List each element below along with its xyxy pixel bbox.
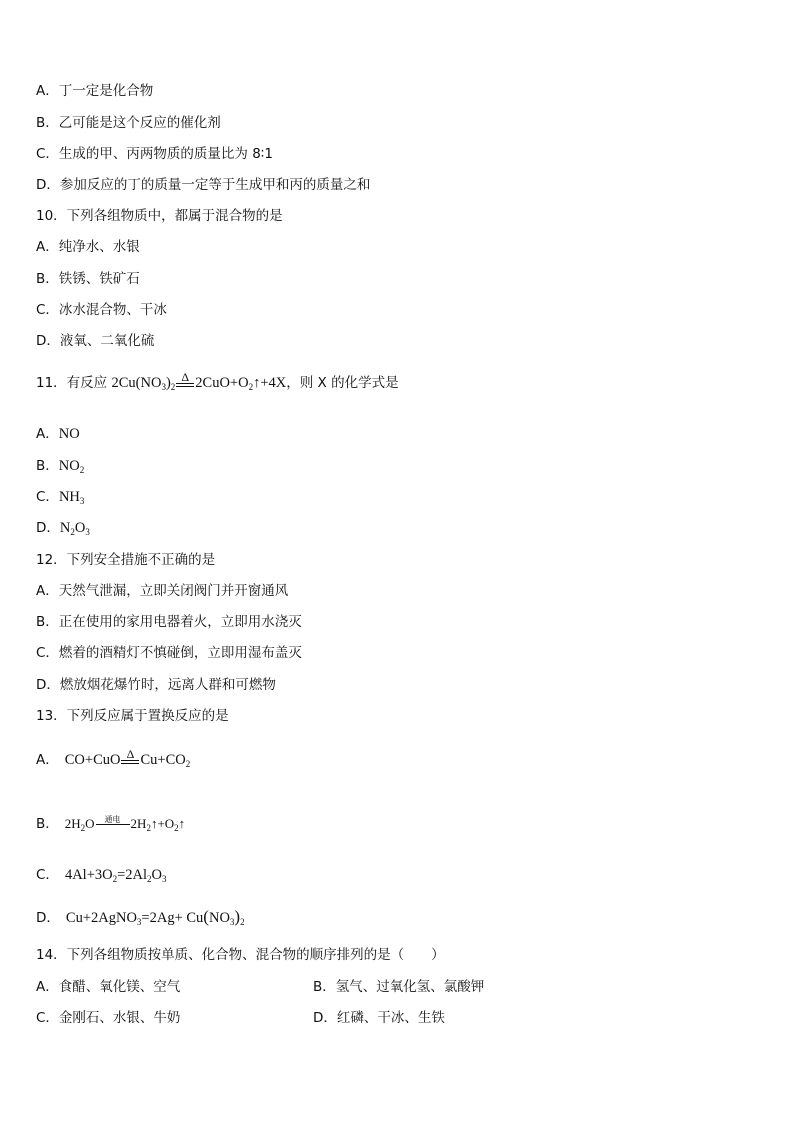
q12-stem: 12．下列安全措施不正确的是 <box>36 552 216 568</box>
q14-option-b: B．氢气、过氧化氢、氯酸钾 <box>313 979 485 995</box>
q10-option-d: D．液氧、二氧化硫 <box>36 333 155 349</box>
q11-stem-prefix: 11．有反应 <box>36 375 108 391</box>
q10-option-a: A．纯净水、水银 <box>36 239 140 255</box>
q14-option-d: D．红磷、干冰、生铁 <box>313 1010 445 1026</box>
q11-option-d: D．$N_2O_3$ <box>36 520 90 537</box>
q9-option-c: C．生成的甲、丙两物质的质量比为 8∶1 <box>36 146 273 162</box>
q11-equation: $2Cu(NO_3)_2$ Δ $2CuO+O_2↑+4X$ <box>111 370 287 392</box>
q13-option-a: A． CO+CuO Δ $Cu+CO_2$ <box>36 747 191 769</box>
q14-option-c: C．金刚石、水银、牛奶 <box>36 1010 181 1026</box>
heating-condition: Δ <box>176 372 194 387</box>
q14-stem: 14．下列各组物质按单质、化合物、混合物的顺序排列的是（ ） <box>36 947 445 963</box>
q9-option-b: B．乙可能是这个反应的催化剂 <box>36 115 221 131</box>
q14-option-a: A．食醋、氧化镁、空气 <box>36 979 181 995</box>
gas-arrow-icon: ↑ <box>253 375 261 391</box>
q13-option-c: C． $4Al+3O_2=2Al_2O_3$ <box>36 867 167 884</box>
q13-option-d: D． Cu+2AgNO$_3$=2Ag+ $Cu(NO_3)_2$ <box>36 907 245 927</box>
q11-option-c: C．$NH_3$ <box>36 489 85 506</box>
q12-option-b: B．正在使用的家用电器着火，立即用水浇灭 <box>36 614 302 630</box>
q10-option-b: B．铁锈、铁矿石 <box>36 271 140 287</box>
q12-option-c: C．燃着的酒精灯不慎碰倒，立即用湿布盖灭 <box>36 645 302 661</box>
q13-stem: 13．下列反应属于置换反应的是 <box>36 708 229 724</box>
q11-stem <box>36 370 399 392</box>
q10-option-c: C．冰水混合物、干冰 <box>36 302 167 318</box>
q12-option-a: A．天然气泄漏，立即关闭阀门并开窗通风 <box>36 583 289 599</box>
q11-option-b: B．$NO_2$ <box>36 458 85 475</box>
heating-condition: Δ <box>121 749 139 764</box>
q9-option-d: D．参加反应的丁的质量一定等于生成甲和丙的质量之和 <box>36 177 371 193</box>
q9-option-a: A．丁一定是化合物 <box>36 83 154 99</box>
q11-option-a: A．NO <box>36 426 80 442</box>
q11-stem-suffix: ，则 X 的化学式是 <box>286 375 399 391</box>
electrolysis-condition: 通电 <box>96 815 130 827</box>
q13-option-b: B． $2H_2O$ 通电 $2H_2↑+O_2↑$ <box>36 815 186 833</box>
q12-option-d: D．燃放烟花爆竹时，远离人群和可燃物 <box>36 677 276 693</box>
q10-stem: 10．下列各组物质中，都属于混合物的是 <box>36 208 283 224</box>
